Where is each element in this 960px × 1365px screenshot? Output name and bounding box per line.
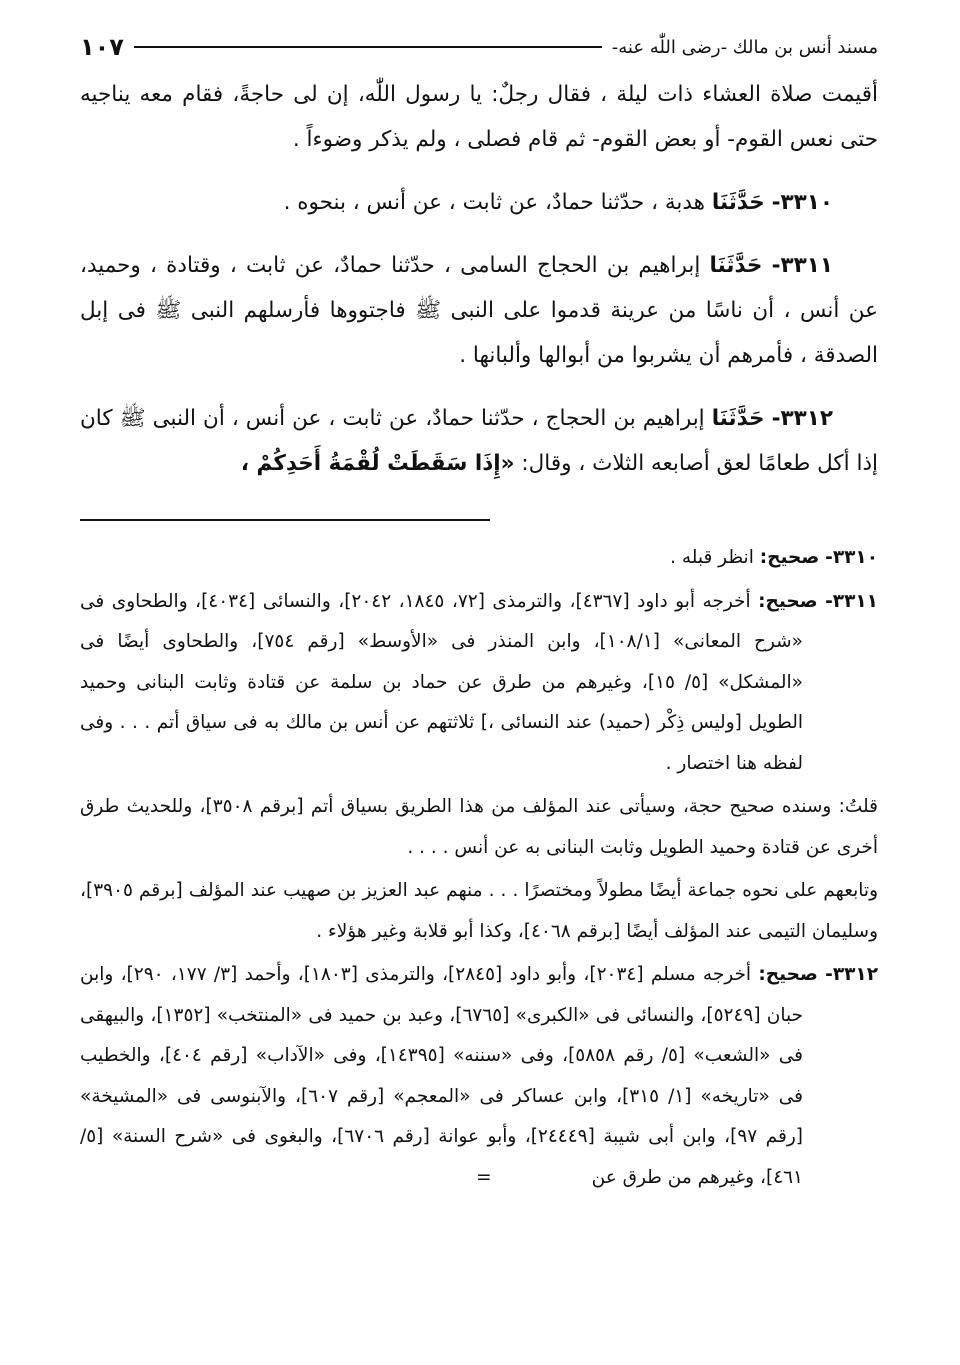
hadith-number: ٣٣١٢- [771,406,833,431]
page-number: ١٠٧ [80,33,124,61]
page-header [80,30,878,64]
hadith-continuation-text: أقيمت صلاة العشاء ذات ليلة ، فقال رجلٌ: يا رسول اللّٰه، إن لى حاجةً، فقام معه يناجيه حتى نعس القوم- أو بعض القوم- ثم قام فصلى ، ولم يذكر وضوءاً . [80,82,878,152]
grade-label: صحيح: [759,547,820,568]
hadith-quote: «إِذَا سَقَطَتْ لُقْمَةُ أَحَدِكُمْ ، [240,451,515,476]
footnote-separator [80,519,490,521]
haddathana-label: حَدَّثَنَا [709,253,763,278]
grade-label: صحيح: [758,590,818,612]
hadith-text: إبراهيم بن الحجاج السامى ، حدّثنا حمادٌ، عن ثابت ، وقتادة ، وحميد، عن أنس ، أن ناسًا من عرينة قدموا على النبى ﷺ فاجتووها فأرسلهم النبى ﷺ فى إبل الصدقة ، فأمرهم أن يشربوا من أبوالها وألبانها . [80,253,878,368]
footnote-text: أخرجه مسلم [٢٠٣٤]، وأبو داود [٢٨٤٥]، والترمذى [١٨٠٣]، وأحمد [٣/ ١٧٧، ٢٩٠]، وابن حبان [٥٢٤٩]، والنسائى فى «الكبرى» [٦٧٦٥]، وعبد بن حميد فى «المنتخب» [١٣٥٢]، والبيهقى فى «الشعب» [٥/ رقم ٥٨٥٨]، وفى «سننه» [١٤٣٩٥]، وفى «الآداب» [رقم ٤٠٤]، والخطيب فى «تاريخه» [١/ ٣١٥]، وابن عساكر فى «المعجم» [رقم ٦٠٧]، والآبنوسى فى «المشيخة» [رقم ٩٧]، وابن أبى شيبة [٢٤٤٤٩]، وأبو عوانة [رقم ٦٧٠٦]، والبغوى فى «شرح السنة» [٥/ ٤٦١]، وغيرهم من طرق عن [80,964,803,1188]
main-text [80,72,878,504]
editor-comment-text: قلتُ: وسنده صحيح حجة، وسيأتى عند المؤلف من هذا الطريق بسياق أتم [برقم ٣٥٠٨]، وللحديث طرق أخرى عن قتادة وحميد الطويل وثابت البنانى به عن أنس . . . . [80,796,878,858]
footnote-3311 [80,582,878,785]
footnotes [80,538,878,1201]
hadith-3311 [80,243,878,378]
editor-comment [80,787,878,868]
hadith-3312 [80,396,878,486]
editor-comment-continued-text: وتابعهم على نحوه جماعة أيضًا مطولاً ومختصرًا . . . منهم عبد العزيز بن صهيب عند المؤلف [برقم ٣٩٠٥]، وسليمان التيمى عند المؤلف أيضًا [برقم ٤٠٦٨]، وكذا أبو قلابة وغير هؤلاء . [80,880,878,942]
hadith-3310 [80,180,878,225]
hadith-number: ٣٣١٠- [771,190,833,215]
footnote-number: ٣٣١٠- [825,547,878,568]
haddathana-label: حَدَّثَنَا [711,190,765,215]
haddathana-label: حَدَّثَنَا [711,406,765,431]
running-title: مسند أنس بن مالك -رضى اللّٰه عنه- [611,36,878,58]
hadith-continuation [80,72,878,162]
hadith-text: إبراهيم بن الحجاج ، حدّثنا حمادٌ، عن ثابت ، عن أنس ، أن النبى ﷺ كان إذا أكل طعامًا لعق أصابعه الثلاث ، وقال: [80,406,878,476]
editor-comment-continued [80,871,878,952]
hadith-text: هدبة ، حدّثنا حمادٌ، عن ثابت ، عن أنس ، بنحوه . [283,190,706,215]
footnote-number: ٣٣١١- [825,590,878,612]
continuation-mark: = [476,1166,492,1188]
footnote-3310 [80,538,878,579]
footnote-3312 [80,955,878,1198]
footnote-text: أخرجه أبو داود [٤٣٦٧]، والترمذى [٧٢، ١٨٤٥، ٢٠٤٢]، والنسائى [٤٠٣٤]، والطحاوى فى «شرح المعانى» [١٠٨/١]، وابن المنذر فى «الأوسط» [رقم ٧٥٤]، والطحاوى أيضًا فى «المشكل» [٥/ ١٥]، وغيرهم من طرق عن حماد بن سلمة عن قتادة وثابت البنانى وحميد الطويل [وليس ذِكْر (حميد) عند النسائى ،] ثلاثتهم عن أنس بن مالك به فى سياق أتم . . . وفى لفظه هنا اختصار . [80,590,803,774]
grade-label: صحيح: [758,964,818,985]
footnote-text: انظر قبله . [670,547,754,568]
header-rule [134,46,602,48]
hadith-number: ٣٣١١- [771,253,834,278]
footnote-number: ٣٣١٢- [825,964,878,985]
